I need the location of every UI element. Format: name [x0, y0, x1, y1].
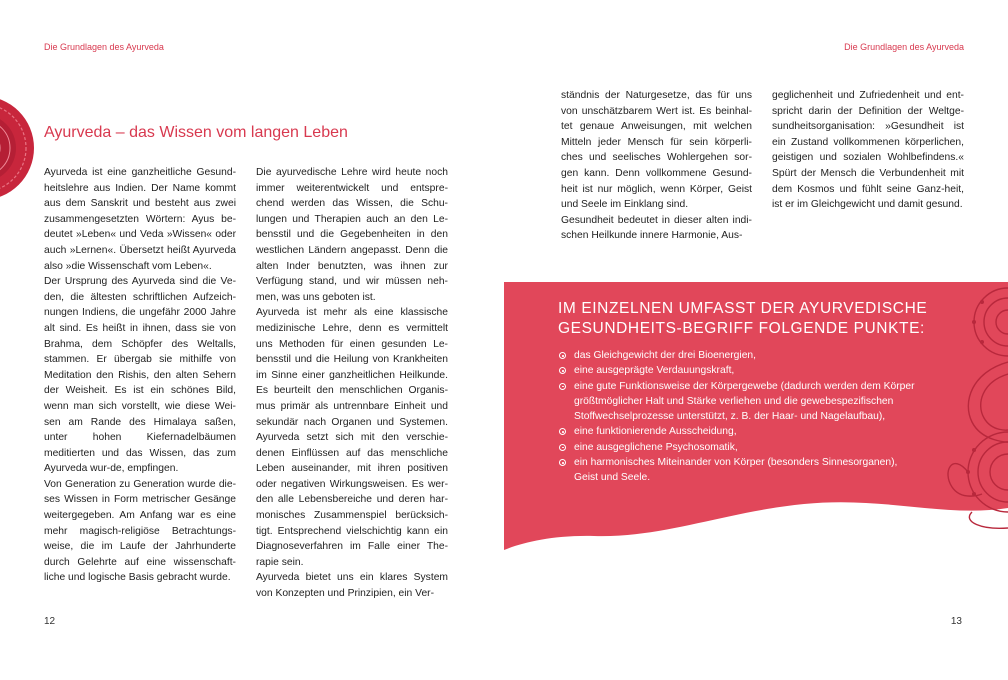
page-number-right: 13	[950, 616, 962, 627]
bullet-icon	[559, 383, 566, 390]
paragraph: Von Generation zu Generation wurde die-ses Wissen in Form metrischer Gesänge weitergegeben. Am Anfang war es eine mehr magisch-religiöse Betrachtungs-weise, die im Laufe der Jahrhunderte durch Gelehrte auf eine wissenschaft-liche und logische Basis gebracht wurde.	[44, 478, 236, 584]
paragraph: Ayurveda ist eine ganzheitliche Gesund-heitslehre aus Indien. Der Name kommt aus dem Sanskrit und besteht aus zwei zusammengesetzten Wörtern: Ayus be-deutet »Leben« und Veda »Wissen« oder auch »Lernen«. Übersetzt heißt Ayurveda also »die Wissenschaft vom Leben«.	[44, 167, 236, 272]
bullet-icon	[559, 352, 566, 359]
bullet-icon	[559, 428, 566, 435]
bullet-icon	[559, 459, 566, 466]
list-item: eine gute Funktionsweise der Körpergewebe (dadurch werden dem Körper größtmöglicher Halt und Stärke verliehen und die gewebespezifischen Stoffwechselprozesse unterstützt, z. B. der Haar- und Nagelaufbau),	[558, 379, 918, 425]
list-item: ein harmonisches Miteinander von Körper (besonders Sinnesorganen), Geist und Seele.	[558, 455, 918, 486]
list-item: eine funktionierende Ausscheidung,	[558, 424, 918, 439]
page-title: Ayurveda – das Wissen vom langen Leben	[44, 124, 348, 141]
text-column-1	[44, 165, 236, 586]
text-column-4	[772, 88, 964, 213]
page-number-left: 12	[44, 616, 56, 627]
text-column-2	[256, 165, 448, 602]
running-head-left: Die Grundlagen des Ayurveda	[44, 42, 164, 52]
bullet-icon	[559, 367, 566, 374]
running-head-right: Die Grundlagen des Ayurveda	[844, 42, 964, 52]
info-box-title-line: IM EINZELNEN UMFASST DER AYURVEDISCHE	[558, 300, 928, 317]
info-box-title-line: GESUNDHEITS-BEGRIFF FOLGENDE PUNKTE:	[558, 320, 925, 337]
info-box-list	[558, 348, 918, 486]
mandala-ornament-icon	[0, 96, 44, 200]
list-item: eine ausgeglichene Psychosomatik,	[558, 440, 918, 455]
text-column-3	[561, 88, 752, 244]
paragraph: Gesundheit bedeutet in dieser alten indi-schen Heilkunde innere Harmonie, Aus-	[561, 214, 752, 242]
list-item: das Gleichgewicht der drei Bioenergien,	[558, 348, 918, 363]
paragraph: geglichenheit und Zufriedenheit und ent-spricht darin der Definition der Weltge-sundheitsorganisation: »Gesundheit ist ein Zustand vollkommenen körperlichen, geistigen und sozialen Wohlbefindens.« Spürt der Mensch die Verbundenheit mit dem Kosmos und fühlt seine Ganz-heit, ist er im Gleichgewicht und damit gesund.	[772, 90, 964, 211]
bullet-icon	[559, 444, 566, 451]
list-item: eine ausgeprägte Verdauungskraft,	[558, 363, 918, 378]
paragraph: Der Ursprung des Ayurveda sind die Ve-den, die ältesten schriftlichen Aufzeich-nungen Indiens, die ungefähr 2000 Jahre alt sind. Es heißt in ihnen, dass sie von Brahma, dem Schöpfer des Weltalls, stammen. Er übergab sie mithilfe von Meditation den Rishis, den alten Sehern der Weisheit. Es ist ein schönes Bild, wenn man sich vorstellt, wie diese Wei-sen am Rande des Himalaya saßen, unter hohen Kiefernadelbäumen meditierten und das Wissen, das zum Ayurveda wur-de, empfingen.	[44, 276, 236, 475]
paragraph: ständnis der Naturgesetze, das für uns von unschätzbarem Wert ist. Es beinhal-tet genaue Anweisungen, mit welchen Mitteln jeder Mensch für sein körperli-ches und seelisches Wohlergehen sor-gen kann. Denn vollkommene Gesund-heit ist nur möglich, wenn Körper, Geist und Seele im Einklang sind.	[561, 90, 752, 211]
paragraph: Ayurveda ist mehr als eine klassische medizinische Lehre, denn es vermittelt uns Methoden für einen gesunden Le-bensstil und die Heilung von Krankheiten im Sinne einer ganzheitlichen Heilkunde. Es beurteilt den menschlichen Organis-mus primär als untrennbare Einheit und sekundär nach Organen und Systemen. Ayurveda setzt sich mit den verschie-denen Einflüssen auf das menschliche Leben auseinander, mit ihren positiven oder negativen Wirkungsweisen. Es wer-den alle Lebensbereiche und deren har-monisches Zusammenspiel berücksich-tigt. Entsprechend vielschichtig kann ein Diagnoseverfahren im Falle einer The-rapie sein.	[256, 307, 448, 568]
paragraph: Ayurveda bietet uns ein klares System von Konzepten und Prinzipien, ein Ver-	[256, 572, 448, 600]
info-box-title	[558, 299, 938, 339]
paragraph: Die ayurvedische Lehre wird heute noch immer weiterentwickelt und entspre-chend werden das Wissen, die Schu-lungen und Therapien auch an den Le-bensstil und die Gegebenheiten in den westlichen Ländern angepasst. Denn die alten Inder benutzten, was ihnen zur Verfügung stand, und wir müssen neh-men, was uns geboten ist.	[256, 167, 448, 303]
